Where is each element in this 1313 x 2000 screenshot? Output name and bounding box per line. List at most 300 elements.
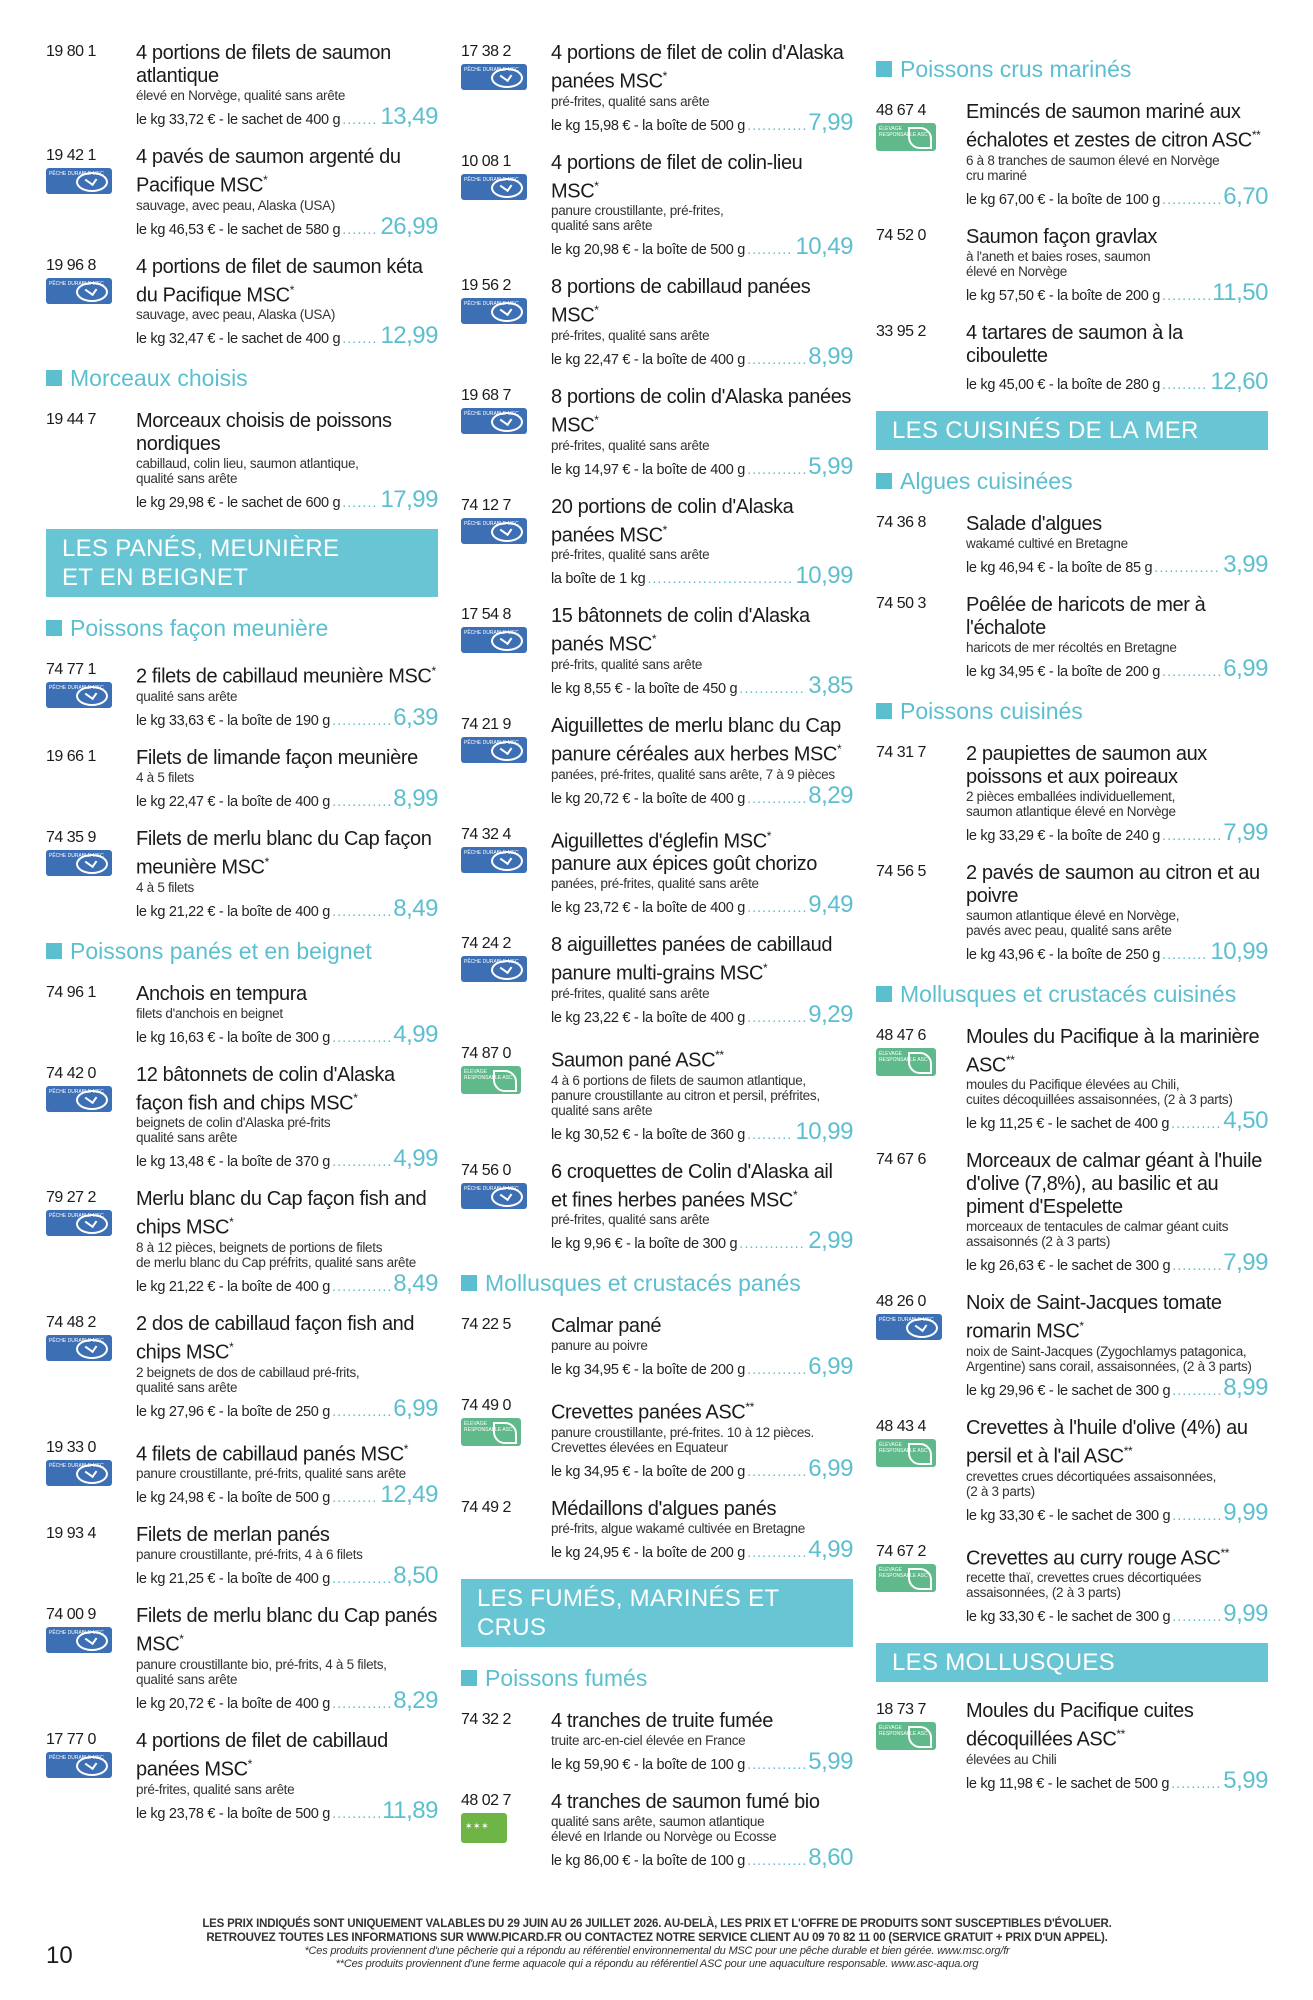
asc-label-icon bbox=[461, 1066, 521, 1094]
section-heading bbox=[876, 56, 1268, 83]
msc-fish-icon bbox=[491, 631, 523, 651]
unit-price: le kg 46,94 € - la boîte de 85 g bbox=[966, 559, 1153, 576]
asc-label-text: ÉLEVAGE RESPONSABLE ASC bbox=[879, 1441, 928, 1454]
price: 8,60 bbox=[808, 1843, 853, 1871]
product-name bbox=[551, 1161, 853, 1213]
product-code-column bbox=[46, 410, 136, 514]
product-info bbox=[136, 1313, 438, 1423]
product-name bbox=[136, 983, 438, 1006]
product-name-text: 4 portions de filet de colin d'Alaska panées MSC bbox=[551, 42, 844, 93]
product-description: cuites décoquillées assaisonnées, (2 à 3 parts) bbox=[966, 1092, 1233, 1108]
dot-leader bbox=[747, 1853, 806, 1869]
msc-label-icon bbox=[46, 850, 112, 876]
msc-fish-icon bbox=[76, 1756, 108, 1776]
product-name-text: 4 portions de filet de cabillaud panées MSC bbox=[136, 1729, 388, 1781]
asc-leaf-icon bbox=[908, 1052, 932, 1074]
footnote-marker: * bbox=[836, 741, 842, 756]
unit-price: le kg 26,63 € - le sachet de 300 g bbox=[966, 1258, 1171, 1275]
dot-leader bbox=[332, 1696, 391, 1712]
product-code-column bbox=[461, 934, 551, 1029]
product-description: qualité sans arête bbox=[551, 218, 653, 234]
dot-leader bbox=[342, 222, 378, 238]
product-code-column bbox=[461, 42, 551, 137]
product-name-text: Emincés de saumon mariné aux échalotes et zestes de citron ASC bbox=[966, 101, 1252, 152]
product-description: à l'aneth et baies roses, saumon bbox=[966, 248, 1151, 264]
product-code-column bbox=[461, 1315, 551, 1381]
category-band bbox=[876, 1643, 1268, 1682]
product-info bbox=[551, 496, 853, 591]
price: 10,49 bbox=[795, 233, 853, 261]
product-item bbox=[876, 594, 1268, 683]
price: 5,99 bbox=[1223, 1766, 1268, 1794]
product-info bbox=[551, 1315, 853, 1381]
product-description: 6 à 8 tranches de saumon élevé en Norvège bbox=[966, 152, 1220, 168]
product-code: 74 50 3 bbox=[876, 594, 926, 612]
msc-fish-icon bbox=[491, 522, 523, 542]
price-line bbox=[136, 322, 438, 350]
section-title: Poissons fumés bbox=[485, 1664, 648, 1691]
price: 4,50 bbox=[1223, 1107, 1268, 1135]
msc-label-text: PÊCHE DURABLE MSC bbox=[49, 685, 104, 692]
footnote-marker: ** bbox=[745, 1400, 754, 1415]
product-description: cabillaud, colin lieu, saumon atlantique, bbox=[136, 456, 359, 472]
product-description: assaisonnés (2 à 3 parts) bbox=[966, 1234, 1111, 1250]
product-name-text: 4 portions de filets de saumon atlantique bbox=[136, 42, 391, 87]
msc-label-icon bbox=[461, 847, 527, 873]
product-description: élevé en Norvège bbox=[966, 263, 1068, 279]
msc-fish-icon bbox=[491, 960, 523, 980]
product-name bbox=[551, 496, 853, 548]
section-heading bbox=[46, 365, 438, 392]
product-description: pré-frites, qualité sans arête bbox=[551, 437, 710, 453]
product-name-text: Filets de merlu blanc du Cap façon meunière MSC bbox=[136, 827, 432, 879]
product-description: 4 à 5 filets bbox=[136, 879, 194, 895]
product-description: wakamé cultivé en Bretagne bbox=[966, 535, 1128, 551]
dot-leader bbox=[747, 1464, 806, 1480]
product-code: 48 67 4 bbox=[876, 102, 926, 119]
product-code: 17 38 2 bbox=[461, 43, 511, 60]
product-description: de merlu blanc du Cap préfrits, qualité sans arête bbox=[136, 1254, 416, 1270]
dot-leader bbox=[1172, 1258, 1221, 1274]
asc-label-text: ÉLEVAGE RESPONSABLE ASC bbox=[464, 1421, 513, 1434]
product-item bbox=[461, 496, 853, 591]
dot-leader bbox=[747, 791, 806, 807]
product-name-text: Aiguillettes d'églefin MSC bbox=[551, 830, 767, 853]
msc-label-text: PÊCHE DURABLE MSC bbox=[49, 1754, 104, 1761]
product-info bbox=[551, 276, 853, 371]
product-code: 74 87 0 bbox=[461, 1044, 511, 1062]
product-name-text: 4 portions de filet de colin-lieu MSC bbox=[551, 151, 803, 203]
product-info bbox=[136, 983, 438, 1049]
product-code-column bbox=[876, 1026, 966, 1136]
product-code: 19 66 1 bbox=[46, 747, 96, 765]
unit-price: le kg 33,63 € - la boîte de 190 g bbox=[136, 712, 331, 729]
product-name-text: Médaillons d'algues panés bbox=[551, 1497, 777, 1520]
asc-leaf-icon bbox=[908, 1726, 932, 1748]
product-description: panure croustillante bio, pré-frits, 4 à 5 filets, bbox=[136, 1656, 387, 1672]
product-code: 48 47 6 bbox=[876, 1026, 926, 1044]
product-name-text: Crevettes panées ASC bbox=[551, 1401, 746, 1424]
section-heading bbox=[876, 981, 1268, 1008]
unit-price: le kg 23,22 € - la boîte de 400 g bbox=[551, 1009, 746, 1026]
footnote-marker: * bbox=[403, 1441, 409, 1456]
product-code-column bbox=[46, 1188, 136, 1298]
price: 12,49 bbox=[380, 1481, 438, 1509]
price-line bbox=[551, 672, 853, 700]
product-code-column bbox=[46, 1524, 136, 1590]
product-name-text: 4 pavés de saumon argenté du Pacifique MSC bbox=[136, 146, 401, 197]
price: 17,99 bbox=[380, 486, 438, 514]
unit-price: le kg 22,47 € - la boîte de 400 g bbox=[551, 351, 746, 368]
product-name bbox=[136, 747, 438, 770]
price: 4,99 bbox=[393, 1020, 438, 1048]
product-name bbox=[551, 1396, 853, 1425]
price-line bbox=[966, 1249, 1268, 1277]
product-code-column bbox=[876, 513, 966, 579]
section-square-icon bbox=[461, 1670, 477, 1686]
product-item bbox=[46, 1605, 438, 1715]
asc-label-icon bbox=[461, 1418, 521, 1446]
product-item bbox=[46, 1188, 438, 1298]
price-line bbox=[966, 1374, 1268, 1402]
product-name-text: Crevettes à l'huile d'olive (4%) au persil et à l'ail ASC bbox=[966, 1416, 1248, 1468]
product-code: 17 54 8 bbox=[461, 606, 511, 624]
product-item bbox=[461, 152, 853, 262]
product-name bbox=[966, 743, 1268, 789]
price-line bbox=[136, 1687, 438, 1715]
product-code: 19 33 0 bbox=[46, 1438, 96, 1456]
product-code: 19 44 7 bbox=[46, 411, 96, 429]
section-square-icon bbox=[876, 703, 892, 719]
product-name-text: Morceaux choisis de poissons nordiques bbox=[136, 410, 392, 456]
unit-price: le kg 29,98 € - le sachet de 600 g bbox=[136, 495, 341, 512]
product-code: 74 31 7 bbox=[876, 743, 926, 761]
product-code: 74 22 5 bbox=[461, 1316, 511, 1334]
dot-leader bbox=[1162, 828, 1221, 844]
product-code-column bbox=[46, 660, 136, 732]
dot-leader bbox=[1172, 1609, 1221, 1625]
price: 11,89 bbox=[382, 1796, 438, 1824]
price-line bbox=[966, 938, 1268, 966]
footer-legal-validity: LES PRIX INDIQUÉS SONT UNIQUEMENT VALABLES DU 29 JUIN AU 26 JUILLET 2026. AU-DELÀ, LES PRIX ET L'OFFRE DE PRODUITS SONT SUSCEPTIBLES D'ÉVOLUER. bbox=[202, 1918, 1112, 1930]
asc-label-icon bbox=[876, 1048, 936, 1076]
product-info bbox=[551, 1396, 853, 1483]
footnote-marker: * bbox=[662, 522, 667, 537]
product-item bbox=[46, 256, 438, 351]
section-square-icon bbox=[876, 986, 892, 1002]
price: 9,99 bbox=[1223, 1600, 1268, 1628]
dot-leader bbox=[332, 904, 391, 920]
product-code-column bbox=[461, 1161, 551, 1256]
price: 8,99 bbox=[393, 784, 438, 812]
product-description: 2 beignets de dos de cabillaud pré-frits, bbox=[136, 1364, 360, 1380]
product-name-text: 4 portions de filet de saumon kéta du Pacifique MSC bbox=[136, 255, 423, 307]
product-name bbox=[966, 101, 1268, 153]
product-name-text: 20 portions de colin d'Alaska panées MSC bbox=[551, 495, 794, 547]
footnote-marker: * bbox=[651, 632, 657, 647]
unit-price: le kg 24,95 € - la boîte de 200 g bbox=[551, 1544, 746, 1561]
price-line bbox=[966, 1600, 1268, 1628]
product-code-column bbox=[461, 1791, 551, 1872]
product-item bbox=[876, 862, 1268, 966]
product-item bbox=[46, 1313, 438, 1423]
section-square-icon bbox=[46, 620, 62, 636]
section-square-icon bbox=[46, 370, 62, 386]
dot-leader bbox=[332, 1490, 378, 1506]
dot-leader bbox=[1172, 1508, 1221, 1524]
dot-leader bbox=[1162, 192, 1221, 208]
section-title: Algues cuisinées bbox=[900, 467, 1073, 494]
dot-leader bbox=[332, 1806, 380, 1822]
msc-label-icon bbox=[461, 174, 527, 200]
product-name bbox=[136, 660, 438, 689]
unit-price: le kg 59,90 € - la boîte de 100 g bbox=[551, 1756, 746, 1773]
price: 10,99 bbox=[1210, 937, 1268, 965]
product-info bbox=[966, 101, 1268, 211]
msc-label-icon bbox=[46, 1086, 112, 1112]
product-code: 74 00 9 bbox=[46, 1606, 96, 1624]
product-description: pré-frites, qualité sans arête bbox=[136, 1781, 295, 1797]
unit-price: le kg 20,72 € - la boîte de 400 g bbox=[136, 1695, 331, 1712]
product-description: Crevettes élevées en Equateur bbox=[551, 1439, 728, 1455]
product-info bbox=[136, 1188, 438, 1298]
section-title: Poissons façon meunière bbox=[70, 615, 329, 642]
section-title: Poissons panés et en beignet bbox=[70, 937, 372, 964]
product-code-column bbox=[876, 101, 966, 211]
dot-leader bbox=[1162, 947, 1208, 963]
page-number: 10 bbox=[46, 1942, 73, 1969]
product-item bbox=[46, 1730, 438, 1825]
dot-leader bbox=[332, 1030, 391, 1046]
price-line bbox=[136, 1021, 438, 1049]
product-name bbox=[966, 1542, 1268, 1571]
product-description: qualité sans arête bbox=[136, 688, 238, 704]
product-description: pré-frits, algue wakamé cultivée en Bretagne bbox=[551, 1520, 805, 1536]
section-square-icon bbox=[46, 943, 62, 959]
product-description: saumon atlantique élevé en Norvège bbox=[966, 803, 1176, 819]
dot-leader bbox=[332, 1154, 391, 1170]
product-name bbox=[136, 1188, 438, 1240]
asc-label-text: ÉLEVAGE RESPONSABLE ASC bbox=[464, 1068, 513, 1081]
product-description: panure croustillante au citron et persil, préfrites, bbox=[551, 1087, 820, 1103]
dot-leader bbox=[747, 900, 806, 916]
product-code: 18 73 7 bbox=[876, 1701, 926, 1719]
product-info bbox=[966, 1417, 1268, 1527]
price: 10,99 bbox=[795, 1117, 853, 1145]
product-name-text: 4 tranches de saumon fumé bio bbox=[551, 1790, 820, 1813]
product-description: élevé en Norvège, qualité sans arête bbox=[136, 88, 346, 103]
product-code-column bbox=[876, 1542, 966, 1629]
unit-price: le kg 14,97 € - la boîte de 400 g bbox=[551, 461, 746, 478]
price: 8,29 bbox=[393, 1686, 438, 1714]
price: 6,99 bbox=[808, 1454, 853, 1482]
section-heading bbox=[46, 938, 438, 965]
product-code-column bbox=[46, 1313, 136, 1423]
product-code-column bbox=[46, 983, 136, 1049]
product-item bbox=[876, 513, 1268, 579]
footnote-marker: ** bbox=[1220, 1545, 1230, 1560]
unit-price: le kg 21,22 € - la boîte de 400 g bbox=[136, 903, 331, 920]
product-info bbox=[966, 1292, 1268, 1402]
product-code: 74 96 1 bbox=[46, 983, 96, 1001]
product-name bbox=[966, 513, 1268, 536]
section-title: Poissons crus marinés bbox=[900, 56, 1132, 82]
product-item bbox=[461, 276, 853, 371]
product-code: 48 43 4 bbox=[876, 1417, 926, 1435]
msc-fish-icon bbox=[76, 1214, 108, 1234]
product-info bbox=[966, 226, 1268, 307]
unit-price: le kg 16,63 € - la boîte de 300 g bbox=[136, 1029, 331, 1046]
product-item bbox=[876, 226, 1268, 307]
price-line bbox=[136, 103, 438, 131]
product-description: pré-frites, qualité sans arête bbox=[551, 93, 710, 109]
product-name-text: 2 paupiettes de saumon aux poissons et aux poireaux bbox=[966, 742, 1207, 788]
price-line bbox=[966, 183, 1268, 211]
msc-label-text: PÊCHE DURABLE MSC bbox=[49, 280, 104, 287]
product-name-text: 4 tranches de truite fumée bbox=[551, 1709, 773, 1732]
product-code: 74 32 2 bbox=[461, 1710, 511, 1728]
msc-label-text: PÊCHE DURABLE MSC bbox=[49, 1213, 104, 1220]
msc-fish-icon bbox=[76, 1631, 108, 1651]
product-description: sauvage, avec peau, Alaska (USA) bbox=[136, 307, 336, 323]
product-code-column bbox=[876, 1292, 966, 1402]
section-square-icon bbox=[461, 1275, 477, 1291]
section-title: Mollusques et crustacés panés bbox=[485, 1270, 801, 1297]
product-item bbox=[876, 743, 1268, 847]
msc-fish-icon bbox=[76, 686, 108, 706]
product-description: pré-frites, qualité sans arête bbox=[551, 547, 710, 563]
product-name-text: 2 pavés de saumon au citron et au poivre bbox=[966, 861, 1260, 907]
footnote-marker: * bbox=[289, 282, 294, 297]
msc-fish-icon bbox=[491, 178, 523, 198]
dot-leader bbox=[332, 1279, 391, 1295]
price: 7,99 bbox=[1223, 818, 1268, 846]
product-code-column bbox=[876, 1417, 966, 1527]
unit-price: le kg 20,98 € - la boîte de 500 g bbox=[551, 242, 746, 259]
product-description: qualité sans arête, saumon atlantique bbox=[551, 1813, 765, 1829]
product-code-column bbox=[46, 828, 136, 923]
footnote-marker: * bbox=[662, 69, 667, 83]
product-code-column bbox=[46, 1438, 136, 1510]
product-description: pré-frites, qualité sans arête bbox=[551, 1212, 710, 1228]
price: 8,99 bbox=[808, 342, 853, 370]
product-name-text: Merlu blanc du Cap façon fish and chips MSC bbox=[136, 1188, 427, 1239]
msc-label-icon bbox=[461, 737, 527, 763]
product-item bbox=[876, 1026, 1268, 1136]
product-name bbox=[551, 42, 853, 94]
product-info bbox=[136, 256, 438, 351]
product-name-text: 8 portions de colin d'Alaska panées MSC bbox=[551, 385, 852, 437]
dot-leader bbox=[1171, 1116, 1221, 1132]
product-code-column bbox=[461, 1044, 551, 1146]
product-description: 2 pièces emballées individuellement, bbox=[966, 788, 1176, 804]
unit-price: le kg 21,25 € - la boîte de 400 g bbox=[136, 1571, 331, 1588]
product-code-column bbox=[876, 1150, 966, 1277]
footnote-marker: * bbox=[763, 961, 768, 976]
footnote-marker: ** bbox=[715, 1047, 724, 1062]
section-heading bbox=[461, 1665, 853, 1692]
product-info bbox=[136, 660, 438, 732]
product-description: qualité sans arête bbox=[136, 1130, 238, 1146]
product-description: panées, pré-frites, qualité sans arête bbox=[551, 876, 759, 892]
product-code: 79 27 2 bbox=[46, 1189, 96, 1207]
product-info bbox=[551, 825, 853, 920]
unit-price: le kg 11,98 € - le sachet de 500 g bbox=[966, 1775, 1170, 1792]
dot-leader bbox=[332, 1571, 391, 1587]
footnote-marker: * bbox=[594, 412, 599, 427]
product-item bbox=[46, 410, 438, 514]
product-info bbox=[551, 715, 853, 810]
product-name-text: Moules du Pacifique à la marinière ASC bbox=[966, 1025, 1260, 1077]
msc-label-text: PÊCHE DURABLE MSC bbox=[49, 852, 104, 859]
price-line bbox=[966, 368, 1268, 396]
product-info bbox=[136, 1605, 438, 1715]
product-code-column bbox=[461, 1710, 551, 1776]
dot-leader bbox=[342, 495, 378, 511]
product-code: 74 56 0 bbox=[461, 1161, 511, 1179]
footnote-marker: * bbox=[431, 664, 436, 679]
product-info bbox=[136, 42, 438, 131]
dot-leader bbox=[1172, 1383, 1221, 1399]
unit-price: le kg 8,55 € - la boîte de 450 g bbox=[551, 680, 738, 697]
price-line bbox=[966, 551, 1268, 579]
product-name bbox=[136, 1438, 438, 1467]
dot-leader bbox=[747, 1545, 806, 1561]
unit-price: le kg 33,30 € - le sachet de 300 g bbox=[966, 1507, 1171, 1524]
product-name-text: Poêlée de haricots de mer à l'échalote bbox=[966, 593, 1206, 639]
footnote-marker: * bbox=[263, 173, 268, 187]
product-item bbox=[461, 825, 853, 920]
product-info bbox=[966, 1700, 1268, 1795]
dot-leader bbox=[342, 331, 378, 347]
dot-leader bbox=[747, 1127, 793, 1143]
product-code: 19 96 8 bbox=[46, 256, 96, 274]
product-description: élevé en Irlande ou Norvège ou Ecosse bbox=[551, 1828, 777, 1844]
dot-leader bbox=[1171, 1776, 1221, 1792]
msc-fish-icon bbox=[491, 1187, 523, 1207]
product-name bbox=[966, 322, 1268, 368]
product-item bbox=[46, 146, 438, 241]
unit-price: le kg 43,96 € - la boîte de 250 g bbox=[966, 946, 1161, 963]
product-description: 8 à 12 pièces, beignets de portions de filets bbox=[136, 1239, 383, 1255]
unit-price: le kg 33,29 € - la boîte de 240 g bbox=[966, 827, 1161, 844]
product-name-text: 4 tartares de saumon à la ciboulette bbox=[966, 321, 1183, 367]
product-info bbox=[551, 934, 853, 1029]
dot-leader bbox=[747, 1757, 806, 1773]
msc-label-text: PÊCHE DURABLE MSC bbox=[464, 849, 519, 856]
product-info bbox=[136, 1064, 438, 1174]
msc-label-text: PÊCHE DURABLE MSC bbox=[49, 1462, 104, 1469]
price-line bbox=[966, 1767, 1268, 1795]
product-name bbox=[966, 1417, 1268, 1469]
dot-leader bbox=[332, 1404, 391, 1420]
section-title: Morceaux choisis bbox=[70, 365, 248, 392]
footer-note-asc: **Ces produits proviennent d'une ferme aquacole qui a répondu au référentiel ASC pour une aquaculture responsable. www.asc-aqua.org bbox=[335, 1958, 979, 1970]
price-line bbox=[966, 1499, 1268, 1527]
product-info bbox=[966, 862, 1268, 966]
price: 6,70 bbox=[1223, 182, 1268, 210]
msc-fish-icon bbox=[76, 172, 108, 192]
product-name-text: Salade d'algues bbox=[966, 512, 1102, 535]
product-info bbox=[966, 1542, 1268, 1629]
price-line bbox=[551, 1001, 853, 1029]
unit-price: le kg 34,95 € - la boîte de 200 g bbox=[551, 1362, 746, 1379]
product-code: 19 93 4 bbox=[46, 1525, 96, 1543]
footnote-marker: * bbox=[229, 1215, 234, 1230]
msc-label-icon bbox=[461, 298, 527, 324]
product-code: 10 08 1 bbox=[461, 152, 511, 170]
product-name bbox=[551, 934, 853, 986]
